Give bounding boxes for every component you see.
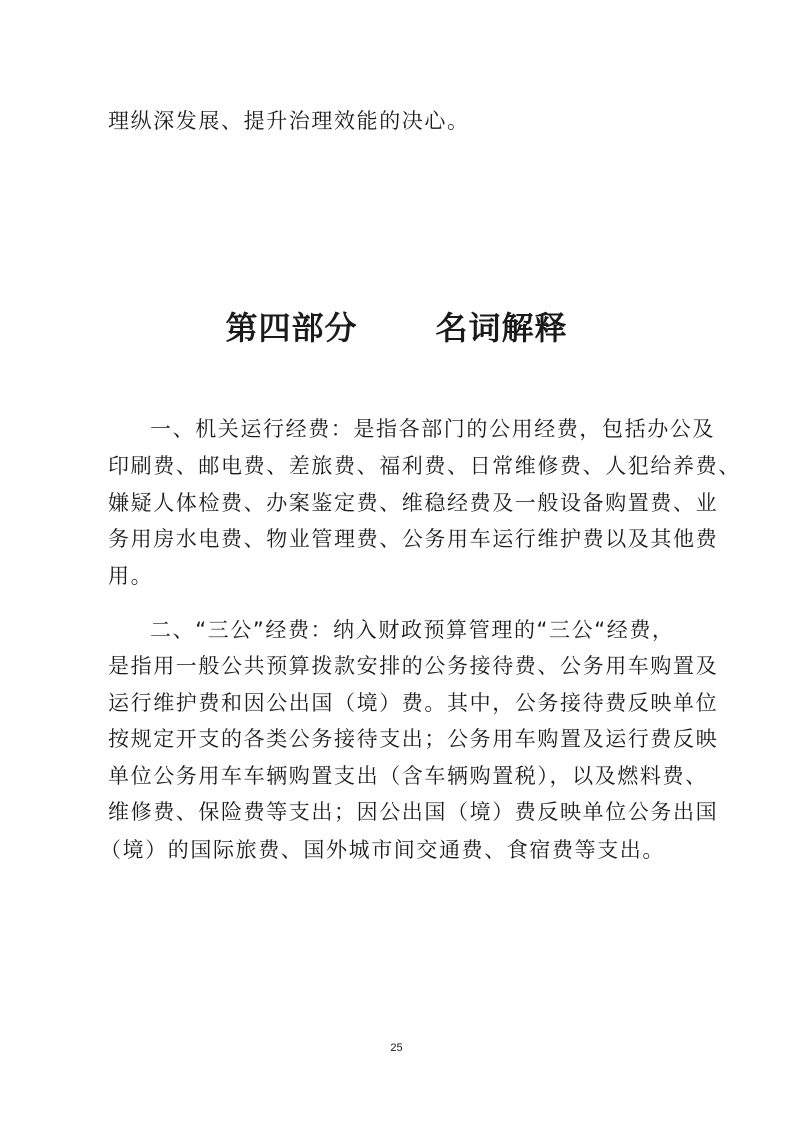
paragraph-line: 运行维护费和因公出国（境）费。其中，公务接待费反映单位 [108, 691, 719, 715]
section-heading [0, 306, 793, 350]
paragraph-line: 维修费、保险费等支出；因公出国（境）费反映单位公务出国 [108, 800, 719, 824]
paragraph-line: 嫌疑人体检费、办案鉴定费、维稳经费及一般设备购置费、业 [108, 491, 719, 515]
paragraph-line: 按规定开支的各类公务接待支出；公务用车购置及运行费反映 [108, 727, 719, 751]
paragraph-line: 二、“三公”经费：纳入财政预算管理的“三公“经费， [150, 618, 675, 642]
section-part-label: 第四部分 [225, 309, 358, 347]
paragraph-line: （境）的国际旅费、国外城市间交通费、食宿费等支出。 [100, 838, 665, 862]
paragraph-line: 用。 [108, 564, 154, 588]
intro-tail-line: 理纵深发展、提升治理效能的决心。 [108, 109, 470, 133]
paragraph-line: 印刷费、邮电费、差旅费、福利费、日常维修费、人犯给养费、 [108, 454, 741, 478]
paragraph-line: 一、机关运行经费：是指各部门的公用经费，包括办公及 [150, 417, 715, 441]
page-number: 25 [390, 1042, 403, 1054]
section-title: 名词解释 [435, 309, 568, 347]
paragraph-line: 是指用一般公共预算拨款安排的公务接待费、公务用车购置及 [108, 654, 719, 678]
paragraph-line: 务用房水电费、物业管理费、公务用车运行维护费以及其他费 [108, 527, 719, 551]
paragraph-line: 单位公务用车车辆购置支出（含车辆购置税），以及燃料费、 [108, 764, 708, 788]
